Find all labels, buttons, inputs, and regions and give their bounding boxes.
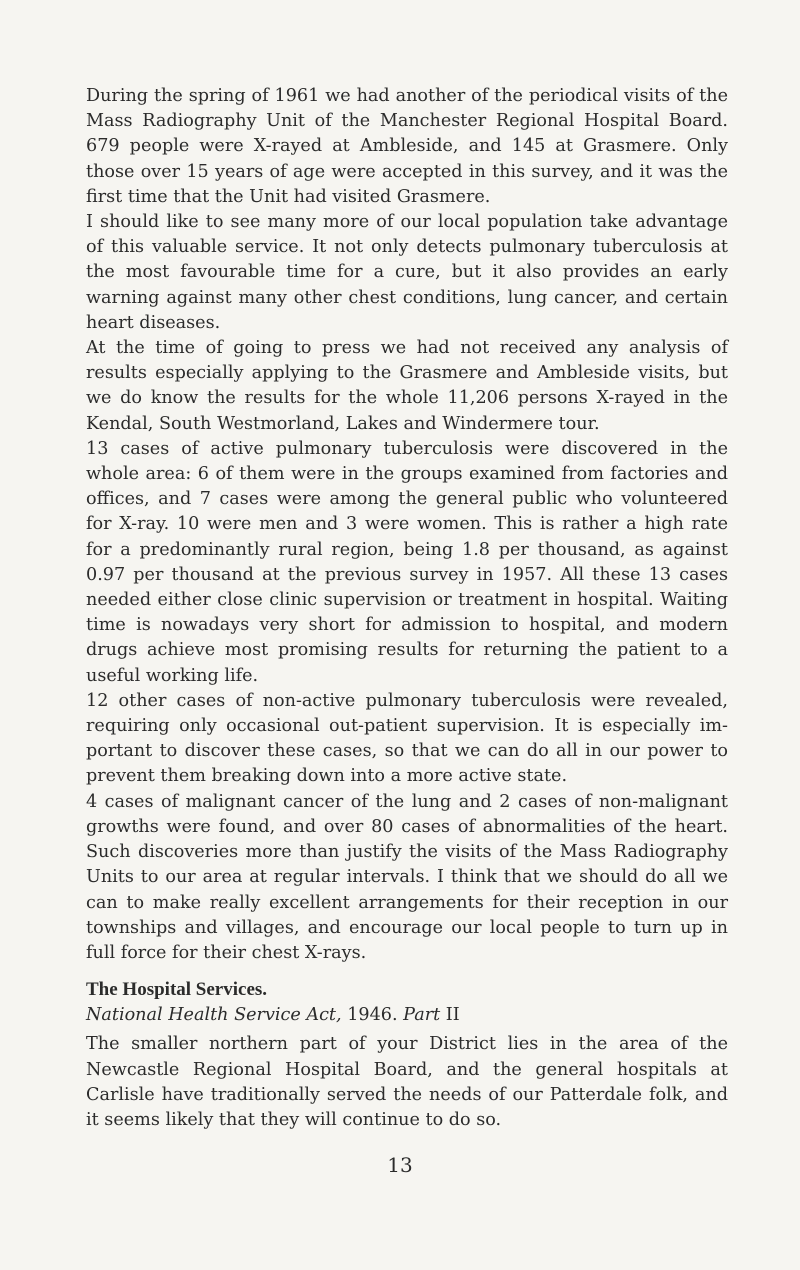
act-year: 1946. bbox=[347, 1005, 398, 1026]
page-number: 13 bbox=[387, 1153, 413, 1177]
act-part-label: Part bbox=[403, 1005, 441, 1026]
paragraph-non-active-cases: 12 other cases of non-active pulmonary tuberculosis were revealed, requiring only occasional out-patient supervision. It is especially important to discover these cases, so that we can do all in our power to prevent them breaking down into a more active state. bbox=[86, 690, 728, 787]
paragraph-valuable-service: I should like to see many more of our local population take advantage of this valuable service. It not only detects pulmonary tuberculosis at the most favourable time for a cure, but it also provides an early warning against many other chest conditions, lung cancer, and certain heart diseases. bbox=[86, 212, 728, 333]
paragraph-analysis-of-results: At the time of going to press we had not received any analysis of results especially applying to the Grasmere and Ambleside visits, but we do know the results for the whole 11,206 persons X-rayed in the Kendal, South Westmorland, Lakes and Windermere tour. bbox=[86, 338, 728, 434]
act-reference bbox=[86, 1003, 728, 1028]
act-part-number: II bbox=[445, 1005, 460, 1026]
paragraph-mass-radiography-visits: During the spring of 1961 we had another of the periodical visits of the Mass Radiography Unit of the Manchester Regional Hospital Board. 679 people were X-rayed at Ambleside, and 145 at Grasmere. Only those over 15 years of age were accepted in this survey, and it was the first time that the Unit had visited Grasmere. bbox=[86, 86, 728, 207]
section-heading: The Hospital Services. bbox=[86, 979, 268, 1001]
act-title: National Health Service Act, bbox=[86, 1005, 342, 1026]
paragraph-malignant-growths: 4 cases of malignant cancer of the lung and 2 cases of non-malignant growths were found, and over 80 cases of abnormalities of the heart. Such discoveries more than justify the visits of the Mass Radiography Units to our area at regular intervals. I think that we should do all we can to make really excellent arrangements for their reception in our townships and villages, and encourage our local people to turn up in full force for their chest X-rays. bbox=[86, 791, 728, 963]
paragraph-northern-district: The smaller northern part of your District lies in the area of the Newcastle Regional Hospital Board, and the general hospitals at Carlisle have traditionally served the needs of our Patterdale folk, and it seems likely that they will continue to do so. bbox=[86, 1034, 728, 1130]
paragraph-active-tuberculosis-cases: 13 cases of active pulmonary tuberculosis were discovered in the whole area: 6 of them were in the groups examined from factories and offices, and 7 cases were among the general public who volunteered for X-ray. 10 were men and 3 were women. This is rather a high rate for a predominantly rural region, being 1.8 per thousand, as against 0.97 per thousand at the previous survey in 1957. All these 13 cases needed either close clinic supervision or treatment in hospital. Waiting time is nowadays very short for admission to hospital, and modern drugs achieve most promising results for returning the patient to a useful working life. bbox=[86, 438, 728, 686]
